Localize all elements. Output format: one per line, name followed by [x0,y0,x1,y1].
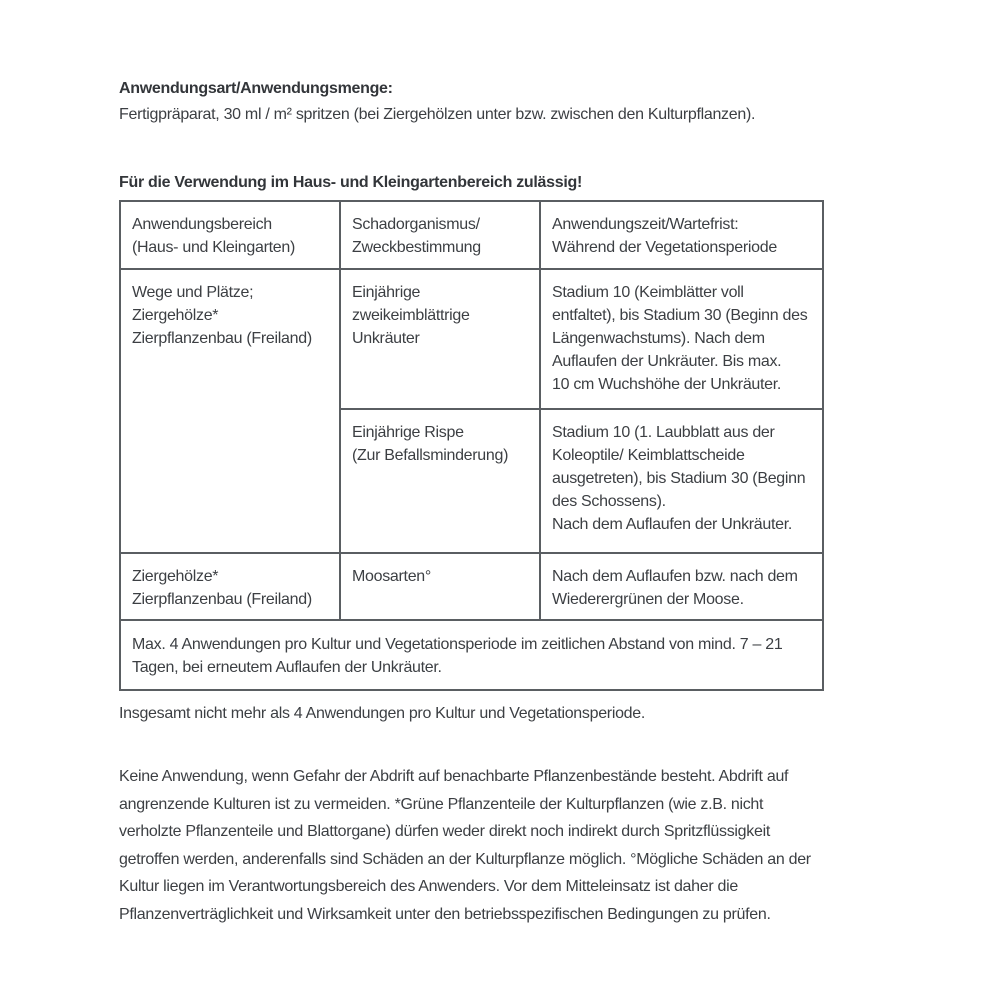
application-table [119,200,824,691]
organism-cell-moss: Moosarten° [340,553,540,620]
table-header-row [120,201,823,269]
area-cell-ornamentals: Ziergehölze* Zierpflanzenbau (Freiland) [120,553,340,620]
notes-line: getroffen werden, anderenfalls sind Schäden an der Kulturpflanze möglich. °Mögliche Schäden an der [119,850,811,868]
header-cell-area: Anwendungsbereich (Haus- und Kleingarten) [120,201,340,269]
notes-line: Keine Anwendung, wenn Gefahr der Abdrift auf benachbarte Pflanzenbestände besteht. Abdrift auf [119,768,789,785]
table-footer-row [120,620,823,690]
notes-line: Pflanzenverträglichkeit und Wirksamkeit unter den betriebsspezifischen Bedingungen zu prüfen. [119,905,771,923]
time-cell-moss: Nach dem Auflaufen bzw. nach dem Wiederergrünen der Moose. [540,553,823,620]
table-heading: Für die Verwendung im Haus- und Kleingartenbereich zulässig! [119,174,582,191]
usage-notes-paragraph [119,763,824,928]
notes-line: angrenzende Kulturen ist zu vermeiden. *Grüne Pflanzenteile der Kulturpflanzen (wie z.B. nicht [119,795,764,813]
table-footer-note: Max. 4 Anwendungen pro Kultur und Vegetationsperiode im zeitlichen Abstand von mind. 7 – 21 Tagen, bei erneutem Auflaufen der Unkräuter. [120,620,823,690]
header-cell-organism: Schadorganismus/ Zweckbestimmung [340,201,540,269]
notes-line: verholzte Pflanzenteile und Blattorgane) dürfen weder direkt noch indirekt durch Spritzflüssigkeit [119,823,770,840]
time-cell-annual-bluegrass: Stadium 10 (1. Laubblatt aus der Koleoptile/ Keimblattscheide ausgetreten), bis Stadium 30 (Beginn des Schossens). Nach dem Auflaufen der Unkräuter. [540,409,823,553]
header-cell-time: Anwendungszeit/Wartefrist: Während der Vegetationsperiode [540,201,823,269]
usage-heading: Anwendungsart/Anwendungsmenge: [119,80,393,97]
organism-cell-dicot-weeds: Einjährige zweikeimblättrige Unkräuter [340,269,540,409]
table-row [120,553,823,620]
organism-cell-annual-bluegrass: Einjährige Rispe (Zur Befallsminderung) [340,409,540,553]
usage-text: Fertigpräparat, 30 ml / m² spritzen (bei Ziergehölzen unter bzw. zwischen den Kulturpflanzen). [119,106,756,123]
document-page [119,78,824,928]
notes-line: Kultur liegen im Verantwortungsbereich des Anwenders. Vor dem Mitteleinsatz ist daher die [119,878,738,895]
total-applications-note: Insgesamt nicht mehr als 4 Anwendungen pro Kultur und Vegetationsperiode. [119,705,646,722]
time-cell-dicot-weeds: Stadium 10 (Keimblätter voll entfaltet), bis Stadium 30 (Beginn des Längenwachstums). Nach dem Auflaufen der Unkräuter. Bis max. 10 cm Wuchshöhe der Unkräuter. [540,269,823,409]
table-row [120,269,823,409]
area-cell-paths: Wege und Plätze; Ziergehölze* Zierpflanzenbau (Freiland) [120,269,340,553]
